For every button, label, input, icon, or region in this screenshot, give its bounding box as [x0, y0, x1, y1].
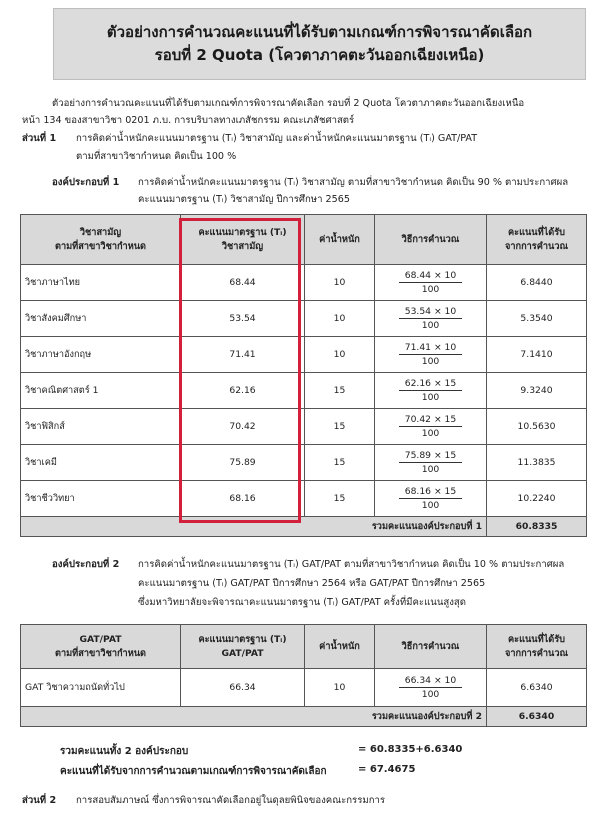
col-header-score: คะแนนมาตรฐาน (Tᵢ) GAT/PAT	[181, 625, 305, 669]
table-row	[21, 481, 587, 517]
col-header-subject: GAT/PAT ตามที่สาขาวิชากำหนด	[21, 625, 181, 669]
cell-weight: 10	[305, 669, 375, 707]
cell-subject: วิชาภาษาไทย	[21, 265, 181, 301]
cell-weight: 10	[305, 265, 375, 301]
component2-line-1: การคิดค่าน้ำหนักคะแนนมาตรฐาน (Tᵢ) GAT/PAT ตามที่สาขาวิชากำหนด คิดเป็น 10 % ตามประกาศผล	[138, 559, 565, 570]
component2-label: องค์ประกอบที่ 2	[52, 559, 120, 570]
cell-method	[375, 265, 487, 301]
cell-method	[375, 373, 487, 409]
table-row	[21, 669, 587, 707]
part1-label: ส่วนที่ 1	[22, 133, 57, 144]
cell-subject: วิชาชีววิทยา	[21, 481, 181, 517]
cell-subject: วิชาสังคมศึกษา	[21, 301, 181, 337]
cell-score: 62.16	[181, 373, 305, 409]
fraction-numerator: 62.16 × 15	[399, 377, 463, 391]
part1-line-2: ตามที่สาขาวิชากำหนด คิดเป็น 100 %	[76, 151, 237, 162]
fraction-denominator: 100	[421, 428, 440, 439]
table-component1	[20, 214, 587, 537]
component2-line-2: คะแนนมาตรฐาน (Tᵢ) GAT/PAT ปีการศึกษา 2564 หรือ GAT/PAT ปีการศึกษา 2565	[138, 578, 486, 589]
cell-method	[375, 301, 487, 337]
table-component2	[20, 624, 587, 727]
cell-method	[375, 445, 487, 481]
cell-score: 68.16	[181, 481, 305, 517]
table2-sum-label: รวมคะแนนองค์ประกอบที่ 2	[21, 707, 487, 727]
fraction-denominator: 100	[421, 284, 440, 295]
table-row	[21, 337, 587, 373]
col-header-method: วิธีการคำนวณ	[375, 215, 487, 265]
cell-subject: วิชาเคมี	[21, 445, 181, 481]
part2-text: การสอบสัมภาษณ์ ซึ่งการพิจารณาคัดเลือกอยู่ในดุลยพินิจของคณะกรรมการ	[76, 795, 386, 806]
col-header-score: คะแนนมาตรฐาน (Tᵢ) วิชาสามัญ	[181, 215, 305, 265]
cell-score: 70.42	[181, 409, 305, 445]
table1-header-row	[21, 215, 587, 265]
intro-line-1: ตัวอย่างการคำนวณคะแนนที่ได้รับตามเกณฑ์การพิจารณาคัดเลือก รอบที่ 2 Quota โควตาภาคตะวันออกเฉียงเหนือ	[52, 98, 525, 109]
fraction-denominator: 100	[421, 500, 440, 511]
fraction-numerator: 75.89 × 15	[399, 449, 463, 463]
fraction-denominator: 100	[421, 464, 440, 475]
table-row	[21, 265, 587, 301]
component1-line-2: คะแนนมาตรฐาน (Tᵢ) วิชาสามัญ ปีการศึกษา 2565	[138, 194, 350, 205]
title-line-1: ตัวอย่างการคำนวณคะแนนที่ได้รับตามเกณฑ์การพิจารณาคัดเลือก	[106, 23, 533, 41]
fraction-numerator: 71.41 × 10	[399, 341, 463, 355]
cell-result: 6.6340	[487, 669, 587, 707]
intro-line-2: หน้า 134 ของสาขาวิชา 0201 ภ.บ. การบริบาลทางเภสัชกรรม คณะเภสัชศาสตร์	[22, 115, 355, 126]
cell-weight: 15	[305, 373, 375, 409]
table1-sum-label: รวมคะแนนองค์ประกอบที่ 1	[21, 517, 487, 537]
cell-result: 11.3835	[487, 445, 587, 481]
cell-score: 68.44	[181, 265, 305, 301]
cell-weight: 15	[305, 445, 375, 481]
cell-weight: 10	[305, 337, 375, 373]
col-header-method: วิธีการคำนวณ	[375, 625, 487, 669]
table-row	[21, 301, 587, 337]
cell-weight: 15	[305, 481, 375, 517]
cell-result: 10.2240	[487, 481, 587, 517]
cell-method	[375, 409, 487, 445]
table-row	[21, 409, 587, 445]
highlight-box	[179, 218, 301, 523]
table2-sum-row	[21, 707, 587, 727]
part1-line-1: การคิดค่าน้ำหนักคะแนนมาตรฐาน (Tᵢ) วิชาสามัญ และค่าน้ำหนักคะแนนมาตรฐาน (Tᵢ) GAT/PAT	[76, 133, 478, 144]
cell-score: 71.41	[181, 337, 305, 373]
fraction-numerator: 66.34 × 10	[399, 674, 463, 688]
table2-header-row	[21, 625, 587, 669]
cell-result: 5.3540	[487, 301, 587, 337]
cell-method	[375, 669, 487, 707]
cell-subject: วิชาภาษาอังกฤษ	[21, 337, 181, 373]
col-header-weight: ค่าน้ำหนัก	[305, 625, 375, 669]
table-row	[21, 373, 587, 409]
cell-score: 53.54	[181, 301, 305, 337]
fraction-denominator: 100	[421, 392, 440, 403]
cell-subject: GAT วิชาความถนัดทั่วไป	[21, 669, 181, 707]
cell-subject: วิชาคณิตศาสตร์ 1	[21, 373, 181, 409]
table1-sum-value: 60.8335	[487, 517, 587, 537]
cell-weight: 10	[305, 301, 375, 337]
table2-sum-value: 6.6340	[487, 707, 587, 727]
cell-result: 10.5630	[487, 409, 587, 445]
fraction-numerator: 70.42 × 15	[399, 413, 463, 427]
cell-score: 75.89	[181, 445, 305, 481]
fraction-numerator: 68.16 × 15	[399, 485, 463, 499]
fraction-numerator: 68.44 × 10	[399, 269, 463, 283]
cell-weight: 15	[305, 409, 375, 445]
component1-line-1: การคิดค่าน้ำหนักคะแนนมาตรฐาน (Tᵢ) วิชาสามัญ ตามที่สาขาวิชากำหนด คิดเป็น 90 % ตามประกาศผล	[138, 177, 569, 188]
col-header-subject: วิชาสามัญ ตามที่สาขาวิชากำหนด	[21, 215, 181, 265]
title-banner	[53, 8, 586, 80]
fraction-denominator: 100	[421, 356, 440, 367]
title-line-2: รอบที่ 2 Quota (โควตาภาคตะวันออกเฉียงเหนือ)	[154, 46, 485, 64]
cell-result: 9.3240	[487, 373, 587, 409]
col-header-result: คะแนนที่ได้รับ จากการคำนวณ	[487, 215, 587, 265]
cell-subject: วิชาฟิสิกส์	[21, 409, 181, 445]
component1-label: องค์ประกอบที่ 1	[52, 177, 120, 188]
total-line-2-label: คะแนนที่ได้รับจากการคำนวณตามเกณฑ์การพิจารณาคัดเลือก	[60, 766, 327, 777]
col-header-result: คะแนนที่ได้รับ จากการคำนวณ	[487, 625, 587, 669]
cell-method	[375, 337, 487, 373]
cell-result: 6.8440	[487, 265, 587, 301]
table-row	[21, 445, 587, 481]
total-line-1-label: รวมคะแนนทั้ง 2 องค์ประกอบ	[60, 746, 189, 757]
component2-line-3: ซึ่งมหาวิทยาลัยจะพิจารณาคะแนนมาตรฐาน (Tᵢ) GAT/PAT ครั้งที่มีคะแนนสูงสุด	[138, 597, 467, 608]
fraction-denominator: 100	[421, 320, 440, 331]
fraction-numerator: 53.54 × 10	[399, 305, 463, 319]
cell-method	[375, 481, 487, 517]
cell-score: 66.34	[181, 669, 305, 707]
cell-result: 7.1410	[487, 337, 587, 373]
part2-label: ส่วนที่ 2	[22, 795, 57, 806]
total-line-1-value: = 60.8335+6.6340	[358, 744, 463, 755]
col-header-weight: ค่าน้ำหนัก	[305, 215, 375, 265]
fraction-denominator: 100	[421, 689, 440, 700]
total-line-2-value: = 67.4675	[358, 764, 416, 775]
table1-sum-row	[21, 517, 587, 537]
